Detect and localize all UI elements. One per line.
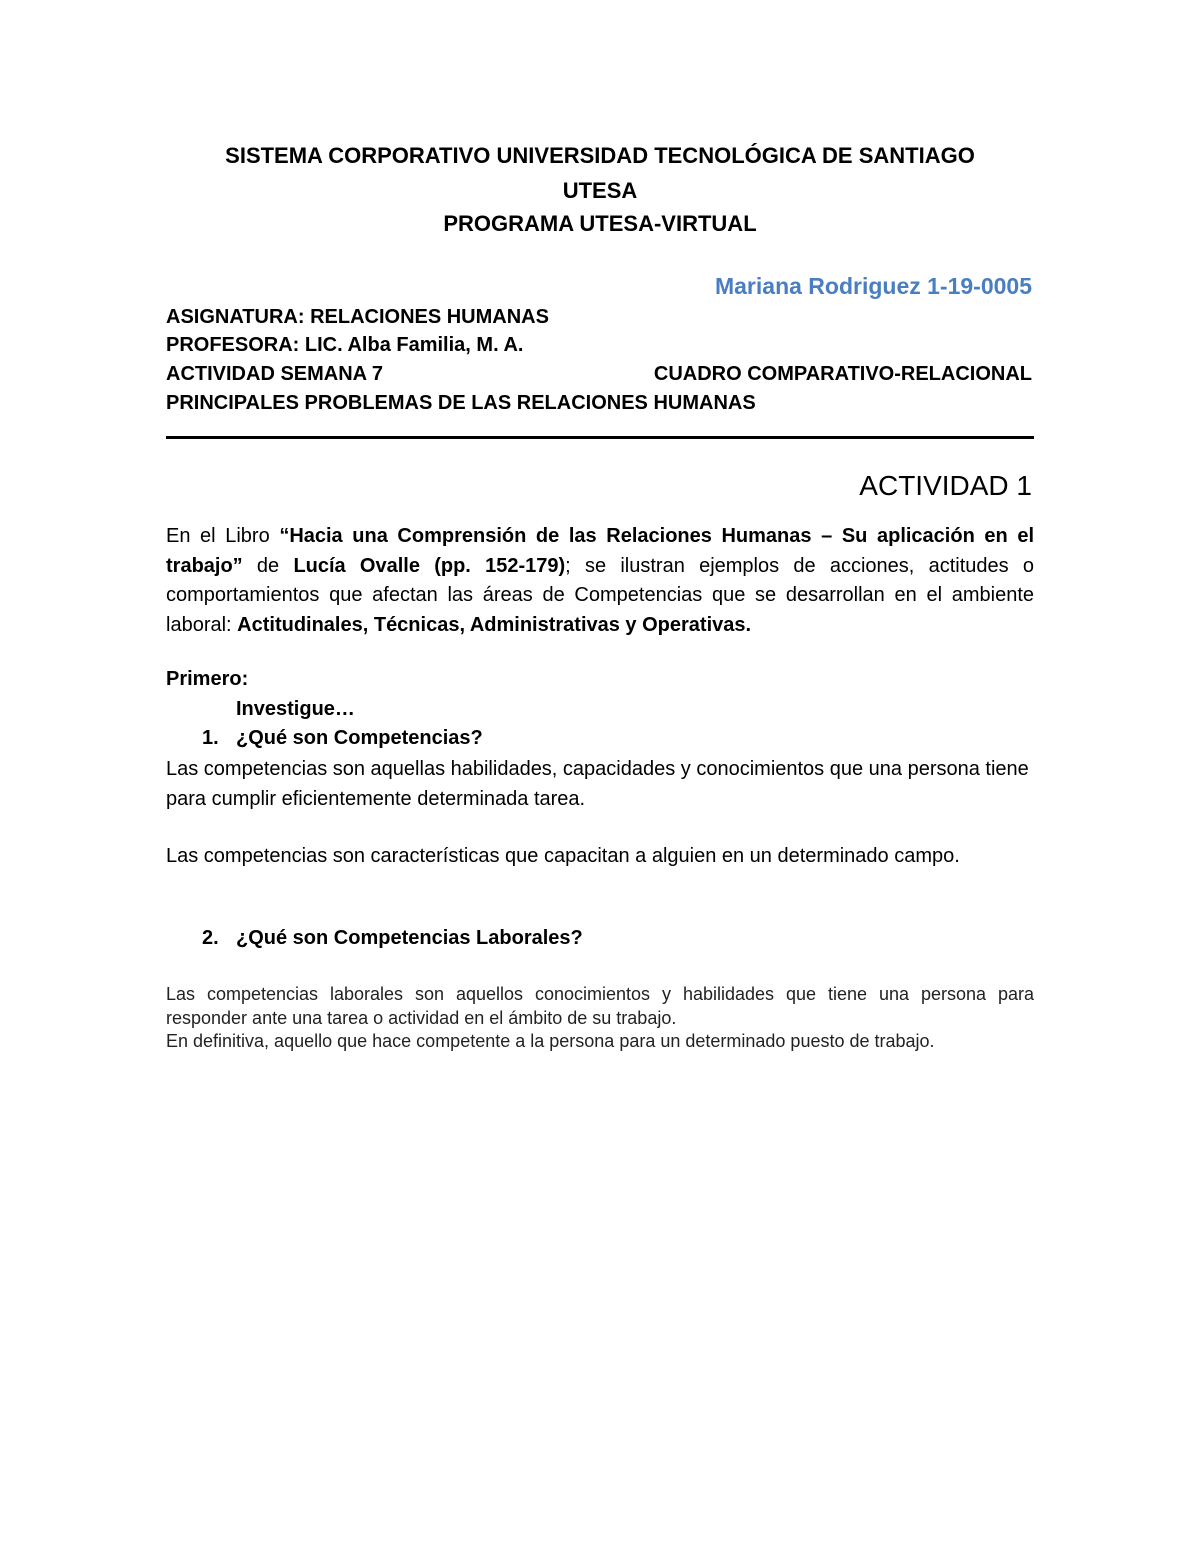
intro-text-3: ; se ilustran ejemplos de acciones, actitudes o comportamientos que afectan las áreas de Competencias que se desarrollan en el ambiente laboral: [166, 554, 1035, 636]
activity-week-line: ACTIVIDAD SEMANA 7 [166, 363, 384, 385]
header-utesa: UTESA [562, 178, 638, 203]
question-1: ¿Qué son Competencias? [236, 727, 483, 749]
question-2: ¿Qué son Competencias Laborales? [236, 927, 583, 949]
book-author-pages: Lucía Ovalle (pp. 152-179) [293, 554, 566, 577]
investigue-label: Investigue… [236, 698, 355, 720]
intro-text-1: En el Libro [166, 525, 280, 547]
intro-text-2: de [242, 554, 294, 577]
primero-label: Primero: [166, 668, 249, 690]
intro-paragraph [166, 522, 1034, 640]
author-name: Mariana Rodriguez 1-19-0005 [714, 273, 1032, 299]
activity-title: ACTIVIDAD 1 [859, 470, 1032, 501]
header-program: PROGRAMA UTESA-VIRTUAL [443, 211, 757, 236]
subject-line: ASIGNATURA: RELACIONES HUMANAS [166, 306, 549, 328]
assignment-type: CUADRO COMPARATIVO-RELACIONAL [653, 363, 1032, 385]
question-2-number: 2. [202, 927, 219, 949]
answer-2-paragraph-1: Las competencias laborales son aquellos conocimientos y habilidades que tiene una persona para responder ante una tarea o actividad en el ámbito de su trabajo. [166, 984, 1034, 1028]
answer-2 [166, 983, 1034, 1054]
answer-2-paragraph-2: En definitiva, aquello que hace competente a la persona para un determinado puesto de trabajo. [166, 1031, 935, 1051]
question-1-number: 1. [202, 727, 219, 749]
topic-line: PRINCIPALES PROBLEMAS DE LAS RELACIONES HUMANAS [166, 392, 756, 414]
professor-line: PROFESORA: LIC. Alba Familia, M. A. [166, 334, 524, 356]
answer-1-paragraph-2: Las competencias son características que capacitan a alguien en un determinado campo. [166, 845, 960, 867]
horizontal-divider [166, 436, 1034, 439]
book-title: “Hacia una Comprensión de las Relaciones Humanas – Su aplicación en el trabajo” [166, 525, 1035, 577]
competency-areas: Actitudinales, Técnicas, Administrativas y Operativas. [237, 613, 752, 636]
header-institution: SISTEMA CORPORATIVO UNIVERSIDAD TECNOLÓGICA DE SANTIAGO [225, 143, 975, 168]
answer-1-paragraph-1: Las competencias son aquellas habilidades, capacidades y conocimientos que una persona tiene para cumplir eficientemente determinada tarea. [166, 758, 1029, 810]
